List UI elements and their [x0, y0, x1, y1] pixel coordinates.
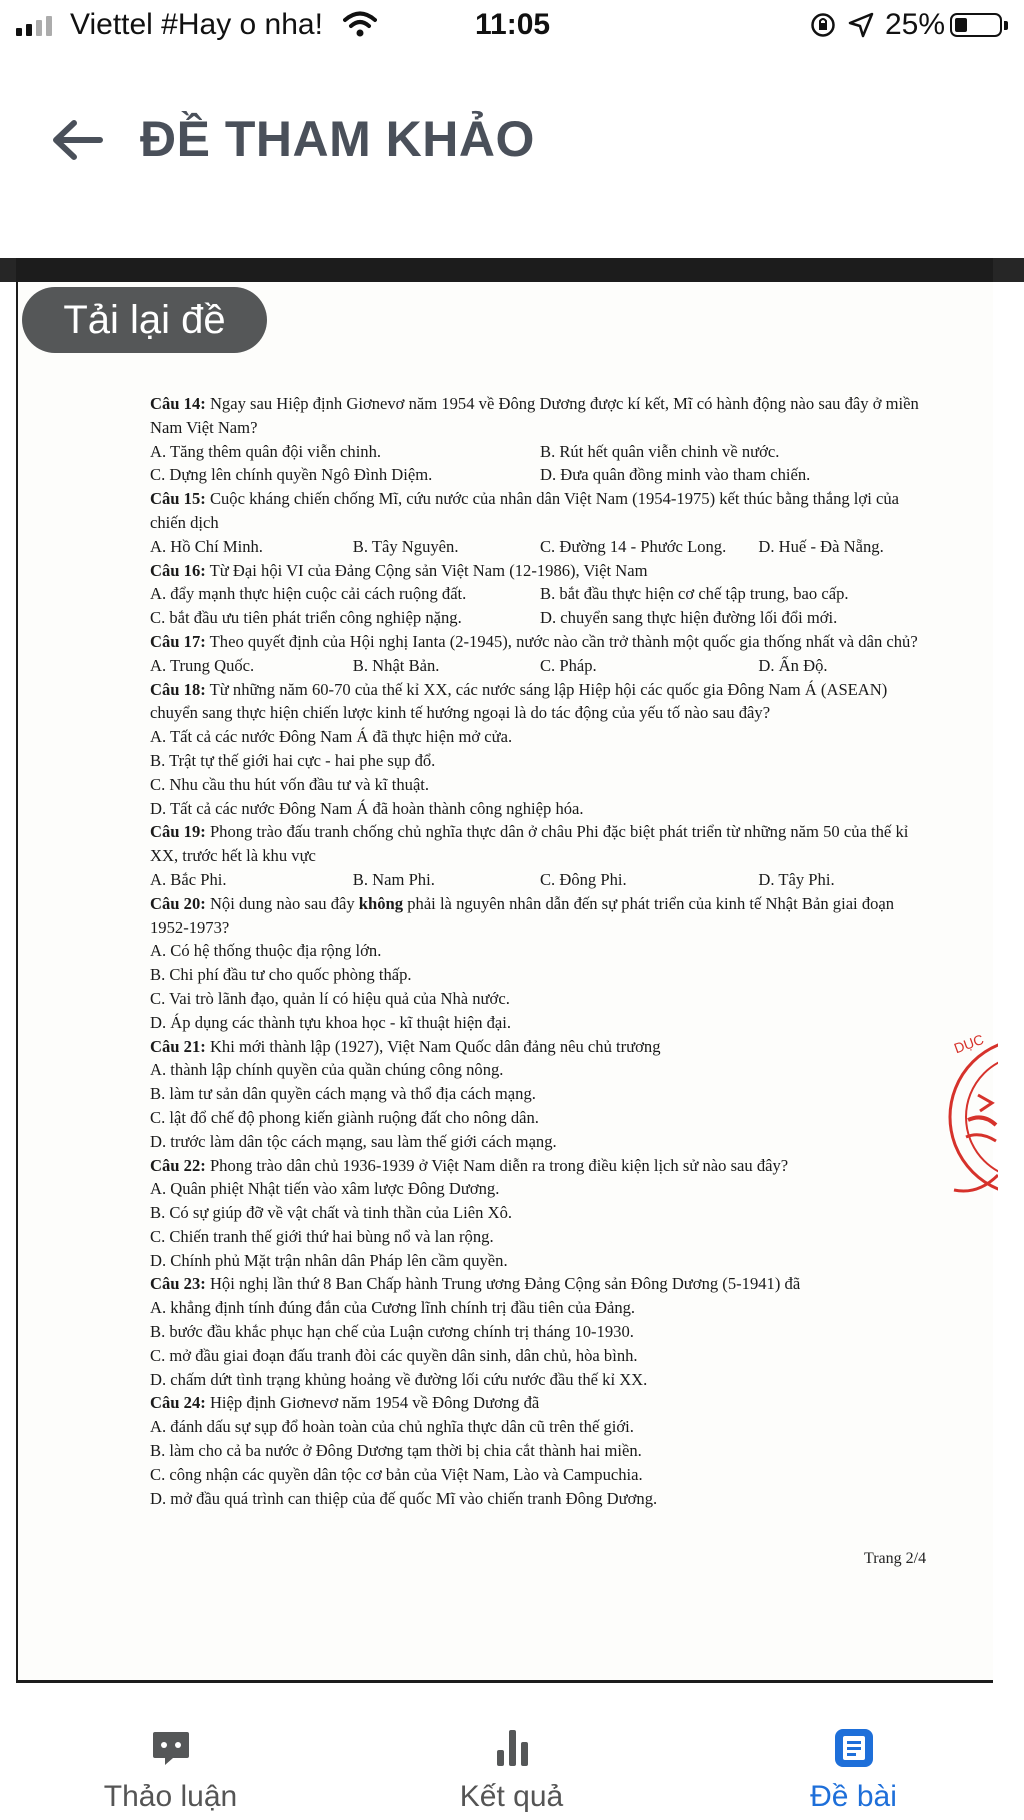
- question-stem: [150, 487, 930, 535]
- options-row: [150, 1249, 930, 1273]
- options-row: [150, 773, 930, 797]
- status-bar: [0, 0, 1024, 54]
- answer-option: A. Tất cả các nước Đông Nam Á đã thực hiện mở cửa.: [150, 727, 513, 747]
- question-stem: [150, 630, 930, 654]
- answer-option: C. mở đầu giai đoạn đấu tranh đòi các quyền dân sinh, dân chủ, hòa bình.: [150, 1345, 638, 1365]
- options-row: [150, 1177, 930, 1201]
- bar-chart-icon: [490, 1726, 534, 1770]
- options-row: [150, 606, 930, 630]
- options-row: [150, 1296, 930, 1320]
- options-row: [150, 749, 930, 773]
- answer-option: B. Có sự giúp đỡ về vật chất và tinh thần của Liên Xô.: [150, 1203, 513, 1223]
- answer-option: B. Trật tự thế giới hai cực - hai phe sụp đổ.: [150, 750, 436, 770]
- question-number: Câu 15:: [150, 489, 206, 509]
- options-row: [150, 1463, 930, 1487]
- answer-option: B. Chi phí đầu tư cho quốc phòng thấp.: [150, 965, 412, 985]
- answer-option: D. chuyển sang thực hiện đường lối đổi mới.: [540, 608, 838, 628]
- question-stem: [150, 892, 930, 940]
- options-row: [150, 1439, 930, 1463]
- options-row: [150, 1225, 930, 1249]
- question-text: Khi mới thành lập (1927), Việt Nam Quốc dân đảng nêu chủ trương: [209, 1036, 661, 1056]
- stamp-seal: [948, 1025, 998, 1210]
- options-row: [150, 440, 930, 464]
- question-number: Câu 18:: [150, 679, 206, 699]
- options-row: [150, 1130, 930, 1154]
- answer-option: A. Tăng thêm quân đội viễn chinh.: [150, 441, 382, 461]
- battery-tip: [1004, 21, 1008, 30]
- question-stem: [150, 820, 930, 868]
- answer-option: A. Trung Quốc.: [150, 655, 255, 675]
- answer-option: D. Chính phủ Mặt trận nhân dân Pháp lên cầm quyền.: [150, 1250, 508, 1270]
- tab-exam[interactable]: [683, 1684, 1024, 1820]
- answer-option: A. Quân phiệt Nhật tiến vào xâm lược Đông Dương.: [150, 1179, 500, 1199]
- answer-option: D. chấm dứt tình trạng khủng hoảng về đường lối cứu nước đầu thế kỉ XX.: [150, 1369, 648, 1389]
- answer-option: C. Nhu cầu thu hút vốn đầu tư và kĩ thuật.: [150, 774, 430, 794]
- battery-percent: 25%: [885, 8, 946, 41]
- answer-option: B. làm cho cả ba nước ở Đông Dương tạm thời bị chia cắt thành hai miền.: [150, 1441, 642, 1461]
- chat-icon: [149, 1726, 193, 1770]
- question-number: Câu 23:: [150, 1274, 206, 1294]
- stamp-text: DỤC: [951, 1030, 986, 1057]
- options-row: [150, 1320, 930, 1344]
- question-text: Từ Đại hội VI của Đảng Cộng sản Việt Nam (12-1986), Việt Nam: [209, 560, 648, 580]
- question-number: Câu 20:: [150, 893, 206, 913]
- options-row: [150, 1415, 930, 1439]
- options-row: [150, 797, 930, 821]
- answer-option: D. Huế - Đà Nẵng.: [758, 536, 884, 556]
- question-stem: [150, 678, 930, 726]
- options-row: [150, 1368, 930, 1392]
- answer-option: B. làm tư sản dân quyền cách mạng và thổ địa cách mạng.: [150, 1084, 536, 1104]
- rotation-lock-icon: [810, 12, 836, 38]
- answer-option: D. trước làm dân tộc cách mạng, sau làm thế giới cách mạng.: [150, 1131, 557, 1151]
- answer-option: B. Rút hết quân viễn chinh về nước.: [540, 441, 780, 461]
- answer-option: A. thành lập chính quyền của quần chúng công nông.: [150, 1060, 504, 1080]
- options-row: [150, 1011, 930, 1035]
- tab-label: Thảo luận: [103, 1780, 238, 1813]
- location-icon: [848, 12, 874, 38]
- question-text: Hiệp định Giơnevơ năm 1954 về Đông Dương đã: [209, 1393, 540, 1413]
- tab-label: Kết quả: [459, 1780, 564, 1813]
- options-row: [150, 1082, 930, 1106]
- tab-label: Đề bài: [810, 1780, 897, 1813]
- answer-option: C. Chiến tranh thế giới thứ hai bùng nổ và lan rộng.: [150, 1226, 494, 1246]
- answer-option: D. Đưa quân đồng minh vào tham chiến.: [540, 465, 811, 485]
- question-stem: [150, 392, 930, 440]
- options-row: [150, 1106, 930, 1130]
- answer-option: A. Có hệ thống thuộc địa rộng lớn.: [150, 941, 382, 961]
- options-row: [150, 725, 930, 749]
- options-row: [150, 1058, 930, 1082]
- document-icon: [832, 1726, 876, 1770]
- question-text: Theo quyết định của Hội nghị Ianta (2-1945), nước nào cần trở thành một quốc gia thống nhất và dân chủ?: [209, 631, 918, 651]
- answer-option: D. mở đầu quá trình can thiệp của đế quốc Mĩ vào chiến tranh Đông Dương.: [150, 1488, 658, 1508]
- question-stem: [150, 1272, 930, 1296]
- question-text: phải là nguyên nhân dẫn đến sự phát triển của kinh tế Nhật Bản giai đoạn 1952-1973?: [150, 893, 895, 937]
- question-text: Hội nghị lần thứ 8 Ban Chấp hành Trung ương Đảng Cộng sản Đông Dương (5-1941) đã: [209, 1274, 801, 1294]
- question-text: Cuộc kháng chiến chống Mĩ, cứu nước của nhân dân Việt Nam (1954-1975) kết thúc bằng thắng lợi của chiến dịch: [150, 489, 899, 532]
- answer-option: C. công nhận các quyền dân tộc cơ bản của Việt Nam, Lào và Campuchia.: [150, 1464, 643, 1484]
- answer-option: A. Hồ Chí Minh.: [150, 536, 263, 556]
- question-text: Nội dung nào sau đây: [209, 893, 359, 913]
- question-number: Câu 22:: [150, 1155, 206, 1175]
- answer-option: C. lật đổ chế độ phong kiến giành ruộng đất cho nông dân.: [150, 1107, 539, 1127]
- question-number: Câu 19:: [150, 822, 206, 842]
- exam-content: [150, 392, 930, 1510]
- answer-option: D. Ấn Độ.: [758, 655, 828, 675]
- options-row: [150, 1487, 930, 1511]
- page-number: Trang 2/4: [864, 1550, 927, 1567]
- question-text: Phong trào dân chủ 1936-1939 ở Việt Nam diễn ra trong điều kiện lịch sử nào sau đây?: [209, 1155, 789, 1175]
- question-text: Từ những năm 60-70 của thế kỉ XX, các nước sáng lập Hiệp hội các quốc gia Đông Nam Á (ASEAN) chuyển sang thực hiện chiến lược kinh tế hướng ngoại là do tác động của yếu tố nào sau đây?: [150, 679, 888, 723]
- clock: 11:05: [475, 8, 551, 41]
- options-row: [150, 535, 930, 559]
- answer-option: C. Đường 14 - Phước Long.: [539, 536, 727, 556]
- question-stem: [150, 559, 930, 583]
- question-number: Câu 14:: [150, 394, 206, 413]
- question-stem: [150, 1154, 930, 1178]
- answer-option: B. Tây Nguyên.: [352, 536, 459, 556]
- options-row: [150, 654, 930, 678]
- answer-option: C. Vai trò lãnh đạo, quản lí có hiệu quả của Nhà nước.: [150, 988, 510, 1008]
- reload-exam-button[interactable]: Tải lại đề: [22, 287, 267, 353]
- question-text: không: [358, 893, 404, 913]
- answer-option: D. Tây Phi.: [758, 869, 835, 889]
- answer-option: B. Nhật Bản.: [352, 655, 440, 675]
- back-arrow-icon[interactable]: [50, 118, 104, 162]
- question-number: Câu 24:: [150, 1393, 206, 1413]
- options-row: [150, 582, 930, 606]
- answer-option: C. Pháp.: [539, 655, 597, 675]
- tab-results[interactable]: [341, 1684, 682, 1820]
- answer-option: A. Bắc Phi.: [150, 869, 227, 889]
- question-text: Ngay sau Hiệp định Giơnevơ năm 1954 về Đông Dương được kí kết, Mĩ có hành động nào sau đây ở miền Nam Việt Nam?: [150, 394, 919, 437]
- answer-option: A. đẩy mạnh thực hiện cuộc cải cách ruộng đất.: [150, 584, 467, 604]
- signal-icon: [16, 14, 52, 36]
- answer-option: A. đánh dấu sự sụp đổ hoàn toàn của chủ nghĩa thực dân cũ trên thế giới.: [150, 1417, 634, 1437]
- options-row: [150, 939, 930, 963]
- answer-option: C. Đông Phi.: [539, 869, 627, 889]
- battery-icon: [950, 13, 1002, 37]
- options-row: [150, 1201, 930, 1225]
- answer-option: B. bắt đầu thực hiện cơ chế tập trung, bao cấp.: [540, 584, 849, 604]
- options-row: [150, 868, 930, 892]
- bottom-tab-bar: [0, 1684, 1024, 1820]
- question-number: Câu 17:: [150, 631, 206, 651]
- answer-option: C. bắt đầu ưu tiên phát triển công nghiệp nặng.: [150, 608, 462, 628]
- answer-option: B. Nam Phi.: [352, 869, 435, 889]
- options-row: [150, 463, 930, 487]
- answer-option: A. khẳng định tính đúng đắn của Cương lĩnh chính trị đầu tiên của Đảng.: [150, 1298, 636, 1318]
- question-text: Phong trào đấu tranh chống chủ nghĩa thực dân ở châu Phi đặc biệt phát triển từ những năm 50 của thế kỉ XX, trước hết là khu vực: [150, 822, 909, 866]
- question-stem: [150, 1035, 930, 1059]
- answer-option: D. Tất cả các nước Đông Nam Á đã hoàn thành công nghiệp hóa.: [150, 798, 584, 818]
- question-number: Câu 21:: [150, 1036, 206, 1056]
- wifi-icon: [343, 10, 377, 38]
- answer-option: D. Áp dụng các thành tựu khoa học - kĩ thuật hiện đại.: [150, 1012, 512, 1032]
- options-row: [150, 1344, 930, 1368]
- question-number: Câu 16:: [150, 560, 206, 580]
- tab-discussion[interactable]: [0, 1684, 341, 1820]
- question-stem: [150, 1391, 930, 1415]
- carrier-name: Viettel #Hay o nha!: [70, 8, 323, 41]
- page-title: ĐỀ THAM KHẢO: [140, 111, 535, 167]
- options-row: [150, 987, 930, 1011]
- options-row: [150, 963, 930, 987]
- answer-option: B. bước đầu khắc phục hạn chế của Luận cương chính trị tháng 10-1930.: [150, 1322, 634, 1342]
- answer-option: C. Dựng lên chính quyền Ngô Đình Diệm.: [150, 465, 433, 485]
